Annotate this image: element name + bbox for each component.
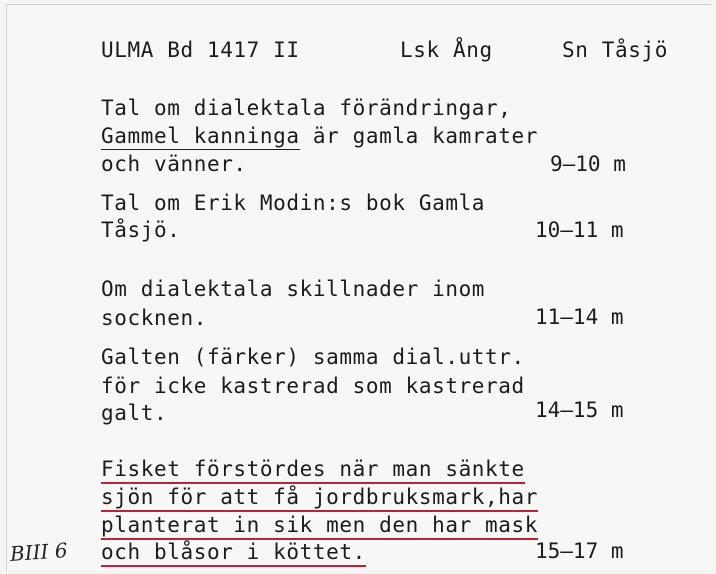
entry-2-range: 10–11 m [535, 218, 624, 242]
entry-5-line-4-text: och blåsor i köttet. [101, 540, 366, 567]
parish-name: Sn Tåsjö [562, 38, 668, 62]
entry-4-line-2: för icke kastrerad som kastrerad [101, 374, 525, 398]
entry-4-line-1: Galten (färker) samma dial.uttr. [101, 345, 525, 369]
entry-2-line-1: Tal om Erik Modin:s bok Gamla [101, 191, 486, 215]
entry-2-line-2: Tåsjö. [101, 218, 181, 242]
entry-3-line-1: Om dialektala skillnader inom [101, 277, 486, 301]
entry-5-line-2-text: sjön för att få jordbruksmark,har [101, 485, 538, 512]
archive-reference: ULMA Bd 1417 II [101, 38, 300, 62]
entry-4-line-3: galt. [101, 401, 168, 425]
location-code: Lsk Ång [400, 38, 493, 62]
entry-5-line-1-text: Fisket förstördes när man sänkte [101, 457, 525, 484]
entry-1-range: 9–10 m [550, 152, 626, 176]
dialect-phrase: Gammel kanninga [101, 124, 300, 148]
entry-5-line-2 [101, 485, 538, 509]
entry-3-line-2: socknen. [101, 306, 207, 330]
entry-5-range: 15–17 m [535, 539, 624, 563]
handwritten-margin-note: BIII 6 [9, 538, 69, 566]
entry-1-line-1: Tal om dialektala förändringar, [101, 96, 512, 120]
entry-1-line-3: och vänner. [101, 152, 247, 176]
entry-5-line-3 [101, 513, 538, 537]
entry-4-range: 14–15 m [535, 398, 624, 422]
entry-5-line-4 [101, 540, 366, 564]
entry-3-range: 11–14 m [535, 305, 624, 329]
entry-1-line-2 [101, 124, 538, 148]
entry-1-line-2-rest: är gamla kamrater [299, 124, 539, 148]
entry-5-line-3-text: planterat in sik men den har mask [101, 513, 538, 540]
entry-5-line-1 [101, 457, 525, 481]
